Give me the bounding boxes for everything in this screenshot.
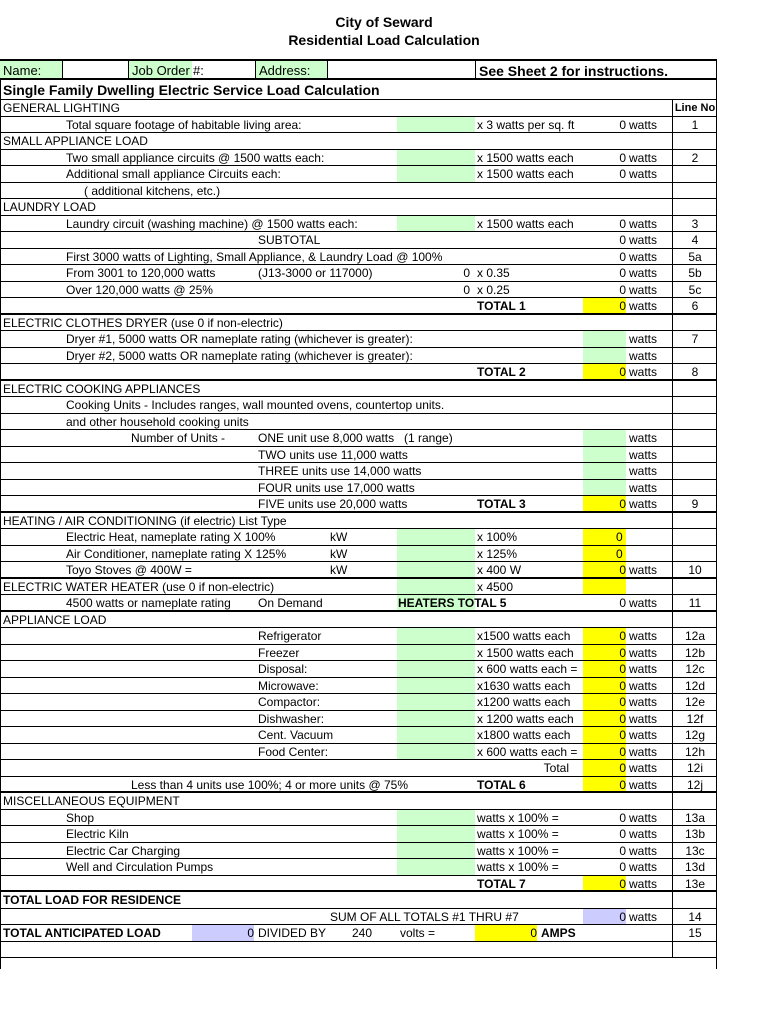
cooking-desc-2: and other household cooking units xyxy=(66,414,249,429)
misc-item-value: 0 xyxy=(619,860,626,874)
unit: watts xyxy=(629,497,658,511)
appliance-item-input[interactable] xyxy=(397,727,475,743)
unit: watts xyxy=(629,282,658,297)
water-heater-input[interactable] xyxy=(397,579,475,595)
general-heading-row xyxy=(0,100,717,117)
subtotal-value: 0 xyxy=(619,233,626,247)
unit: watts xyxy=(629,695,658,709)
line-number: 12g xyxy=(672,727,717,743)
cooking-three-row xyxy=(0,463,717,480)
cooking-three-label: THREE units use 14,000 watts xyxy=(258,464,422,478)
appliance-row xyxy=(0,694,717,711)
appliance-item-input[interactable] xyxy=(397,744,475,760)
name-input[interactable] xyxy=(62,61,129,78)
laundry-circuit-label: Laundry circuit (washing machine) @ 1500 watts each: xyxy=(66,216,358,231)
line-number: 7 xyxy=(672,331,717,347)
cooking-two-label: TWO units use 11,000 watts xyxy=(258,447,408,462)
over-120000-value: 0 xyxy=(619,282,626,297)
water-heater-rate: x 4500 xyxy=(477,579,514,594)
appliance-item-label: Compactor: xyxy=(258,695,321,709)
appliance-item-value: 0 xyxy=(583,711,626,727)
total-6-value: 0 xyxy=(583,777,626,792)
sum-totals-row xyxy=(0,909,717,926)
appliance-item-rate: x1500 watts each xyxy=(477,629,571,643)
line-number: 4 xyxy=(672,232,717,248)
section-title-row xyxy=(0,80,717,100)
small-two-rate: x 1500 watts each xyxy=(477,150,574,165)
general-heading: GENERAL LIGHTING xyxy=(3,101,120,115)
line-number: 2 xyxy=(672,150,717,166)
heaters-total-value: 0 xyxy=(619,596,626,610)
sqft-rate: x 3 watts per sq. ft xyxy=(477,117,575,132)
total-7-value: 0 xyxy=(583,876,626,891)
unit: watts xyxy=(629,464,658,478)
appliance-item-value: 0 xyxy=(583,744,626,760)
anticipated-load-row xyxy=(0,925,717,942)
appliance-item-value: 0 xyxy=(583,628,626,644)
unit: watts xyxy=(629,761,658,775)
unit: watts xyxy=(629,678,658,693)
cooking-desc-1-row xyxy=(0,397,717,414)
appliance-item-input[interactable] xyxy=(397,645,475,661)
unit: watts xyxy=(629,117,658,132)
appliance-row xyxy=(0,744,717,761)
from-3001-rate: x 0.35 xyxy=(477,266,510,280)
line-number: 13a xyxy=(672,810,717,826)
kw-unit: kW xyxy=(330,546,348,561)
over-120000-rate: x 0.25 xyxy=(477,282,510,297)
line-number: 8 xyxy=(672,364,717,379)
appliance-item-rate: x 1200 watts each xyxy=(477,711,574,726)
misc-item-rate: watts x 100% = xyxy=(477,843,559,858)
water-nameplate-label: 4500 watts or nameplate rating xyxy=(66,596,231,610)
line-number: 9 xyxy=(672,496,717,511)
unit: watts xyxy=(629,431,658,445)
misc-item-input[interactable] xyxy=(397,843,475,859)
misc-item-label: Shop xyxy=(66,810,95,825)
unit: watts xyxy=(629,645,658,660)
volts-label: volts = xyxy=(400,926,436,940)
unit: watts xyxy=(629,348,658,363)
anticipated-load-value: 0 xyxy=(192,925,254,941)
electric-heat-input[interactable] xyxy=(397,529,475,545)
water-heater-heading: ELECTRIC WATER HEATER (use 0 if non-electric) xyxy=(3,579,275,594)
appliance-total-label: Total xyxy=(543,761,569,775)
residence-total-label: TOTAL LOAD FOR RESIDENCE xyxy=(3,893,182,907)
appliance-item-value: 0 xyxy=(583,727,626,743)
appliance-item-rate: x1800 watts each xyxy=(477,728,571,742)
unit: watts xyxy=(629,150,658,165)
small-add-input[interactable] xyxy=(397,166,475,182)
small-two-value: 0 xyxy=(619,150,626,165)
misc-row xyxy=(0,826,717,843)
line-number: 12a xyxy=(672,628,717,644)
total-2-row xyxy=(0,364,717,381)
appliance-item-input[interactable] xyxy=(397,678,475,694)
unit: watts xyxy=(629,777,658,791)
info-row xyxy=(0,59,717,80)
line-number: 12i xyxy=(672,760,717,776)
laundry-input[interactable] xyxy=(397,216,475,232)
cooking-five-label: FIVE units use 20,000 watts xyxy=(258,497,408,511)
small-two-input[interactable] xyxy=(397,150,475,166)
from-3001-value: 0 xyxy=(619,266,626,280)
unit: watts xyxy=(629,299,658,313)
cooking-two-input[interactable] xyxy=(583,447,626,463)
line-number: 3 xyxy=(672,216,717,232)
amps-label: AMPS xyxy=(541,926,576,940)
air-conditioner-label: Air Conditioner, nameplate rating X 125% xyxy=(66,546,287,561)
unit: watts xyxy=(629,728,658,742)
kw-unit: kW xyxy=(330,530,348,544)
cooking-five-row xyxy=(0,496,717,513)
small-add-value: 0 xyxy=(619,167,626,181)
appliance-heading-row xyxy=(0,612,717,629)
from-3001-note: (J13-3000 or 117000) xyxy=(258,266,373,280)
total-7-label: TOTAL 7 xyxy=(477,876,526,890)
line-number: 11 xyxy=(672,595,717,610)
cooking-heading-row xyxy=(0,381,717,398)
misc-heading-row xyxy=(0,793,717,810)
heating-heading-row xyxy=(0,513,717,530)
appliance-item-label: Food Center: xyxy=(258,744,329,759)
misc-item-label: Electric Car Charging xyxy=(66,843,181,858)
unit: watts xyxy=(629,711,658,726)
appliance-item-input[interactable] xyxy=(397,711,475,727)
appliance-item-input[interactable] xyxy=(397,694,475,710)
water-heater-heading-row xyxy=(0,579,717,596)
line-number: 13c xyxy=(672,843,717,859)
misc-item-rate: watts x 100% = xyxy=(477,827,559,841)
electric-heat-rate: x 100% xyxy=(477,530,518,544)
appliance-total-value: 0 xyxy=(583,760,626,776)
misc-item-rate: watts x 100% = xyxy=(477,810,559,825)
amps-value: 0 xyxy=(475,925,537,941)
air-conditioner-value: 0 xyxy=(583,546,626,562)
blank-row xyxy=(0,942,717,959)
heaters-total-row xyxy=(0,595,717,612)
line-number: 12d xyxy=(672,678,717,694)
total-3-label: TOTAL 3 xyxy=(477,497,526,511)
line-number: 12f xyxy=(672,711,717,727)
appliance-row xyxy=(0,645,717,662)
appliance-item-value: 0 xyxy=(583,694,626,710)
page-subtitle: Residential Load Calculation xyxy=(288,32,480,48)
dryer-1-label: Dryer #1, 5000 watts OR nameplate rating (whichever is greater): xyxy=(66,332,413,346)
on-demand-label: On Demand xyxy=(258,596,323,610)
appliance-item-label: Dishwasher: xyxy=(258,711,325,726)
dryer-1-row xyxy=(0,331,717,348)
line-number: 5b xyxy=(672,265,717,281)
air-conditioner-row xyxy=(0,546,717,563)
cooking-desc-2-row xyxy=(0,414,717,431)
sum-totals-value: 0 xyxy=(583,909,626,925)
subtotal-label: SUBTOTAL xyxy=(258,233,321,247)
misc-item-label: Electric Kiln xyxy=(66,827,129,841)
sqft-label: Total square footage of habitable living area: xyxy=(66,117,302,132)
misc-item-input[interactable] xyxy=(397,859,475,875)
appliance-row xyxy=(0,711,717,728)
appliance-item-label: Disposal: xyxy=(258,662,308,676)
appliance-heading: APPLIANCE LOAD xyxy=(3,612,107,627)
misc-item-rate: watts x 100% = xyxy=(477,860,559,874)
line-number: 12h xyxy=(672,744,717,760)
appliance-item-rate: x 600 watts each = xyxy=(477,662,578,676)
electric-heat-value: 0 xyxy=(583,529,626,545)
kitchens-note: ( additional kitchens, etc.) xyxy=(84,183,221,198)
appliance-item-input[interactable] xyxy=(397,628,475,644)
cooking-desc-1: Cooking Units - Includes ranges, wall mounted ovens, countertop units. xyxy=(66,398,445,412)
appliance-row xyxy=(0,661,717,678)
from-3001-row xyxy=(0,265,717,282)
appliance-rule: Less than 4 units use 100%; 4 or more units @ 75% xyxy=(131,777,409,791)
line-number: 5c xyxy=(672,282,717,298)
unit: watts xyxy=(629,480,658,495)
appliance-item-rate: x1630 watts each xyxy=(477,678,571,693)
name-label: Name: xyxy=(0,61,62,78)
laundry-heading: LAUNDRY LOAD xyxy=(3,200,96,214)
kw-unit: kW xyxy=(330,563,348,577)
appliance-item-label: Refrigerator xyxy=(258,629,322,643)
unit: watts xyxy=(629,744,658,759)
heaters-total-label: HEATERS TOTAL 5 xyxy=(398,596,507,610)
cooking-heading: ELECTRIC COOKING APPLIANCES xyxy=(3,381,201,396)
unit: watts xyxy=(629,266,658,280)
line-number: 13d xyxy=(672,859,717,875)
appliance-item-value: 0 xyxy=(583,645,626,661)
from-3001-label: From 3001 to 120,000 watts xyxy=(66,266,216,280)
over-120000-base: 0 xyxy=(463,282,470,297)
first-3000-label: First 3000 watts of Lighting, Small Appliance, & Laundry Load @ 100% xyxy=(66,249,443,264)
electric-heat-row xyxy=(0,529,717,546)
appliance-item-value: 0 xyxy=(583,661,626,677)
unit: watts xyxy=(629,332,658,346)
line-no-header: Line No xyxy=(672,100,717,116)
misc-heading: MISCELLANEOUS EQUIPMENT xyxy=(3,794,180,808)
total-2-value: 0 xyxy=(583,364,626,379)
appliance-item-input[interactable] xyxy=(397,661,475,677)
subtotal-row xyxy=(0,232,717,249)
total-6-row xyxy=(0,777,717,794)
misc-item-value: 0 xyxy=(619,827,626,841)
unit: watts xyxy=(629,596,658,610)
unit: watts xyxy=(629,216,658,231)
dryer-1-input[interactable] xyxy=(583,331,626,347)
dryer-heading-row xyxy=(0,315,717,332)
air-conditioner-input[interactable] xyxy=(397,546,475,562)
total-6-label: TOTAL 6 xyxy=(477,777,526,791)
laundry-value: 0 xyxy=(619,216,626,231)
toyo-stove-label: Toyo Stoves @ 400W = xyxy=(66,563,192,577)
line-number: 5a xyxy=(672,249,717,265)
unit: watts xyxy=(629,167,658,181)
first-3000-value: 0 xyxy=(619,249,626,264)
water-heater-value xyxy=(583,579,626,595)
dryer-2-label: Dryer #2, 5000 watts OR nameplate rating (whichever is greater): xyxy=(66,348,413,363)
unit: watts xyxy=(629,233,658,247)
misc-row xyxy=(0,843,717,860)
unit: watts xyxy=(629,662,658,676)
over-120000-row xyxy=(0,282,717,299)
misc-item-input[interactable] xyxy=(397,826,475,842)
first-3000-row xyxy=(0,249,717,266)
appliance-item-rate: x 600 watts each = xyxy=(477,744,578,759)
appliance-item-rate: x1200 watts each xyxy=(477,695,571,709)
job-order-label: Job Order xyxy=(128,61,192,78)
line-number: 6 xyxy=(672,298,717,313)
line-number: 13e xyxy=(672,876,717,891)
toyo-stove-rate: x 400 W xyxy=(477,563,522,577)
appliance-item-rate: x 1500 watts each xyxy=(477,645,574,660)
misc-row xyxy=(0,810,717,827)
misc-item-value: 0 xyxy=(619,843,626,858)
cooking-three-input[interactable] xyxy=(583,463,626,479)
small-heading-row xyxy=(0,133,717,150)
laundry-heading-row xyxy=(0,199,717,216)
small-add-row xyxy=(0,166,717,183)
small-heading: SMALL APPLIANCE LOAD xyxy=(3,134,148,148)
small-kitchens-row xyxy=(0,183,717,200)
unit: watts xyxy=(629,563,658,577)
over-120000-label: Over 120,000 watts @ 25% xyxy=(66,282,213,297)
total-1-value: 0 xyxy=(583,298,626,313)
appliance-row xyxy=(0,678,717,695)
line-number: 14 xyxy=(672,909,717,925)
unit: watts xyxy=(629,909,658,924)
cooking-one-row xyxy=(0,430,717,447)
line-number: 12j xyxy=(672,777,717,792)
from-3001-base: 0 xyxy=(463,266,470,280)
divided-by-label: DIVIDED BY xyxy=(258,926,327,940)
appliance-item-label: Cent. Vacuum xyxy=(258,728,334,742)
cooking-four-label: FOUR units use 17,000 watts xyxy=(258,480,415,495)
cooking-four-row xyxy=(0,480,717,497)
unit: watts xyxy=(629,860,658,874)
unit: watts xyxy=(629,827,658,841)
cooking-one-label: ONE unit use 8,000 watts xyxy=(258,431,395,445)
small-two-label: Two small appliance circuits @ 1500 watts each: xyxy=(66,150,325,165)
misc-item-value: 0 xyxy=(619,810,626,825)
residence-total-row xyxy=(0,892,717,909)
line-number: 15 xyxy=(672,925,717,941)
instructions-note: See Sheet 2 for instructions. xyxy=(475,61,717,78)
line-number: 12c xyxy=(672,661,717,677)
page-title: City of Seward xyxy=(335,14,433,30)
total-1-row xyxy=(0,298,717,315)
dryer-2-row xyxy=(0,348,717,365)
section-title: Single Family Dwelling Electric Service Load Calculation xyxy=(3,82,380,98)
appliance-row xyxy=(0,727,717,744)
cooking-four-input[interactable] xyxy=(583,480,626,496)
sqft-value: 0 xyxy=(619,117,626,132)
laundry-circuit-row xyxy=(0,216,717,233)
address-label: Address: xyxy=(255,61,327,78)
sqft-input[interactable] xyxy=(397,117,475,133)
small-two-row xyxy=(0,150,717,167)
cooking-one-note: (1 range) xyxy=(404,431,453,445)
small-add-label: Additional small appliance Circuits each: xyxy=(66,167,281,181)
unit: watts xyxy=(629,629,658,643)
appliance-item-value: 0 xyxy=(583,678,626,694)
load-calculation-sheet xyxy=(0,59,717,958)
appliance-row xyxy=(0,628,717,645)
job-order-hash: #: xyxy=(193,63,204,78)
air-conditioner-rate: x 125% xyxy=(477,546,518,561)
misc-item-input[interactable] xyxy=(397,810,475,826)
line-number: 12b xyxy=(672,645,717,661)
line-number: 13b xyxy=(672,826,717,842)
toyo-stove-value: 0 xyxy=(583,562,626,577)
line-number: 1 xyxy=(672,117,717,133)
toyo-stove-row xyxy=(0,562,717,579)
appliance-item-label: Microwave: xyxy=(258,678,319,693)
appliance-item-label: Freezer xyxy=(258,645,300,660)
volts-value: 240 xyxy=(352,926,373,940)
unit: watts xyxy=(629,447,658,462)
dryer-2-input[interactable] xyxy=(583,348,626,364)
total-3-value: 0 xyxy=(583,496,626,511)
misc-item-label: Well and Circulation Pumps xyxy=(66,860,214,874)
sum-totals-label: SUM OF ALL TOTALS #1 THRU #7 xyxy=(330,909,519,924)
cooking-two-row xyxy=(0,447,717,464)
address-input[interactable] xyxy=(327,61,476,78)
unit: watts xyxy=(629,249,658,264)
unit: watts xyxy=(629,365,658,379)
toyo-stove-input[interactable] xyxy=(397,562,475,577)
total-7-row xyxy=(0,876,717,893)
small-add-rate: x 1500 watts each xyxy=(477,167,574,181)
line-number: 12e xyxy=(672,694,717,710)
unit: watts xyxy=(629,810,658,825)
number-of-units-label: Number of Units - xyxy=(131,431,226,445)
laundry-rate: x 1500 watts each xyxy=(477,216,574,231)
dryer-heading: ELECTRIC CLOTHES DRYER (use 0 if non-electric) xyxy=(3,315,283,330)
misc-row xyxy=(0,859,717,876)
anticipated-load-label: TOTAL ANTICIPATED LOAD xyxy=(3,926,161,940)
line-number: 10 xyxy=(672,562,717,577)
total-1-label: TOTAL 1 xyxy=(477,299,526,313)
cooking-one-input[interactable] xyxy=(583,430,626,446)
electric-heat-label: Electric Heat, nameplate rating X 100% xyxy=(66,530,276,544)
general-sqft-row xyxy=(0,117,717,134)
unit: watts xyxy=(629,876,658,890)
total-2-label: TOTAL 2 xyxy=(477,365,526,379)
appliance-total-row xyxy=(0,760,717,777)
unit: watts xyxy=(629,843,658,858)
heating-heading: HEATING / AIR CONDITIONING (if electric) List Type xyxy=(3,513,287,528)
